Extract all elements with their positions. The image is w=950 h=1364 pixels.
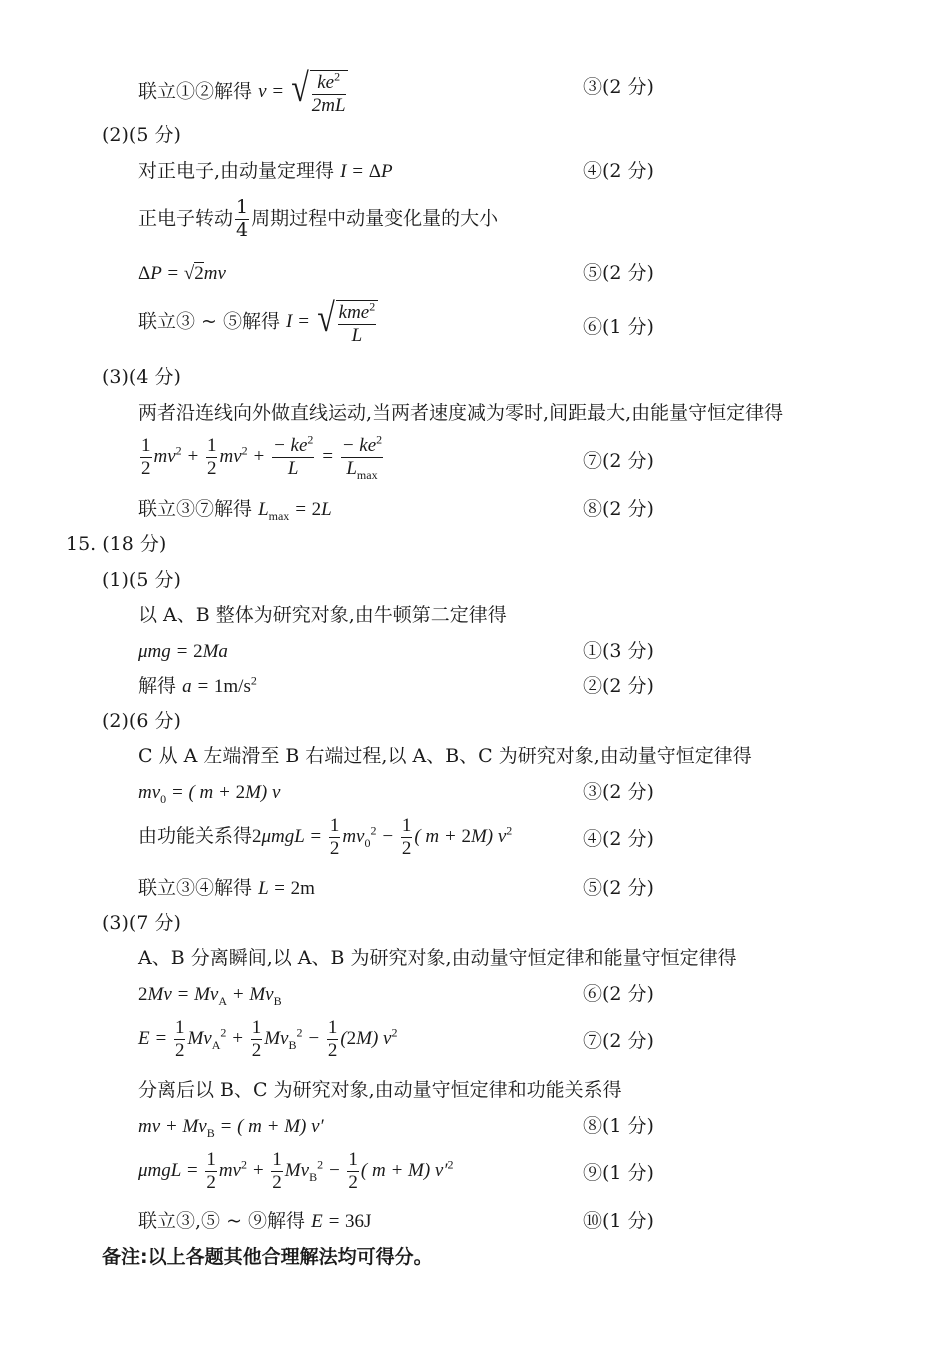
score-a7: ⑦(2 分) bbox=[583, 450, 654, 472]
line-ab-sep-text: A、B 分离瞬间,以 A、B 为研究对象,由动量守恒定律和能量守恒定律得 bbox=[138, 947, 737, 969]
text-rotate-b: 周期过程中动量变化量的大小 bbox=[251, 207, 499, 230]
line-bc-energy bbox=[138, 1150, 454, 1193]
line-delta-p bbox=[138, 264, 226, 283]
formula-bc-momentum: mv + $Mv_B$ = ( m + M) v′ bbox=[138, 1116, 324, 1140]
score-b1: ①(3 分) bbox=[583, 640, 654, 662]
text-work-energy: 由功能关系得 bbox=[138, 824, 253, 847]
formula-e: E = $\frac{1}{2}$ $Mv_A^2$ + $\frac{1}{2}$ $Mv_B^2$ − $\frac{1}{2}$ (2M) $v^2$ bbox=[138, 1017, 398, 1061]
line-combine12 bbox=[138, 65, 348, 116]
part-heading: (3)(7 分) bbox=[102, 912, 181, 934]
footer-note: 备注:以上各题其他合理解法均可得分。 bbox=[102, 1246, 433, 1268]
text-rotate-a: 正电子转动 bbox=[138, 207, 234, 230]
score-a6: ⑥(1 分) bbox=[583, 316, 654, 338]
line-combine-final bbox=[138, 1212, 371, 1231]
score-b3: ③(2 分) bbox=[583, 781, 654, 803]
line-combine34 bbox=[138, 879, 315, 898]
score-b6: ⑥(2 分) bbox=[583, 983, 654, 1005]
text-combine34: 联立③④解得 bbox=[138, 877, 253, 899]
formula-a: $a = 1m/s^2$ bbox=[182, 673, 257, 697]
formula-l: L = 2m bbox=[258, 878, 315, 899]
formula-v: v = √ $\frac{ke^2}{2mL}$ bbox=[258, 65, 346, 116]
line-work-energy bbox=[138, 816, 512, 859]
score-b8: ⑧(1 分) bbox=[583, 1115, 654, 1137]
line-momentum-eq bbox=[138, 782, 281, 806]
formula-energy: $\frac{1}{2}$ $mv^2$ + $\frac{1}{2}$ $mv^2$ + $\frac{- ke^2}{L}$ = $\frac{- ke^2}{L_{max}}$ bbox=[141, 432, 383, 482]
line-ab-momentum bbox=[138, 984, 282, 1008]
formula-e-final: E = 36J bbox=[311, 1211, 372, 1232]
part-heading: (1)(5 分) bbox=[102, 569, 181, 591]
line-combine37 bbox=[138, 498, 332, 523]
line-rotate bbox=[138, 198, 498, 241]
text-combine35: 联立③ ~ ⑤解得 bbox=[138, 310, 280, 333]
score-a5: ⑤(2 分) bbox=[583, 262, 654, 284]
part-heading: (2)(5 分) bbox=[102, 124, 181, 146]
text-mom-theorem: 对正电子,由动量定理得 bbox=[138, 160, 335, 182]
line-bc-text: 分离后以 B、C 为研究对象,由动量守恒定律和功能关系得 bbox=[138, 1079, 622, 1101]
formula-delta-p: ΔP = √2mv bbox=[138, 263, 226, 284]
line-solve-a bbox=[138, 673, 257, 697]
formula-umg: μmg = 2Ma bbox=[138, 641, 228, 662]
text-combine12: 联立①②解得 bbox=[138, 80, 253, 103]
line-mom-theorem bbox=[138, 162, 393, 181]
score-a8: ⑧(2 分) bbox=[583, 498, 654, 520]
line-combine35 bbox=[138, 295, 378, 346]
line-bc-momentum bbox=[138, 1116, 324, 1140]
text-combine37: 联立③⑦解得 bbox=[138, 498, 253, 520]
formula-i: I = √ $\frac{kme^2}{L}$ bbox=[286, 311, 378, 332]
score-b10: ⑩(1 分) bbox=[583, 1210, 654, 1232]
text-solve-a: 解得 bbox=[138, 675, 177, 697]
score-b4: ④(2 分) bbox=[583, 828, 654, 850]
score-b2: ②(2 分) bbox=[583, 675, 654, 697]
part-heading: (3)(4 分) bbox=[102, 366, 181, 388]
text-combine-final: 联立③,⑤ ~ ⑨解得 bbox=[138, 1210, 306, 1232]
formula-ab-momentum: $2Mv = Mv_A + Mv_B$ bbox=[138, 984, 282, 1008]
question-heading: 15. (18 分) bbox=[66, 533, 167, 555]
formula-work-energy: 2μmgL = $\frac{1}{2}$ $mv_0^2$ − $\frac{1}{2}$ ( m + 2M) $v^2$ bbox=[252, 815, 513, 859]
line-energy-eq bbox=[138, 432, 385, 482]
formula-impulse: I = ΔP bbox=[340, 161, 393, 182]
score-b9: ⑨(1 分) bbox=[583, 1162, 654, 1184]
score-b7: ⑦(2 分) bbox=[583, 1030, 654, 1052]
formula-momentum: $mv_0$ = ( m + 2M) v bbox=[138, 782, 281, 806]
line-e-eq bbox=[138, 1018, 397, 1061]
part-heading: (2)(6 分) bbox=[102, 710, 181, 732]
formula-bc-energy: μmgL = $\frac{1}{2}$ $mv^2$ + $\frac{1}{2}$ $Mv_B^2$ − $\frac{1}{2}$ ( m + M) $v'^2$ bbox=[138, 1149, 454, 1193]
formula-lmax: $L_{max} = 2L$ bbox=[258, 499, 332, 523]
line-umg bbox=[138, 642, 228, 661]
line-c-slide-text: C 从 A 左端滑至 B 右端过程,以 A、B、C 为研究对象,由动量守恒定律得 bbox=[138, 745, 752, 767]
line-energy-text: 两者沿连线向外做直线运动,当两者速度减为零时,间距最大,由能量守恒定律得 bbox=[138, 402, 784, 424]
score-a3: ③(2 分) bbox=[583, 76, 654, 98]
score-a4: ④(2 分) bbox=[583, 160, 654, 182]
fraction-quarter: $\frac{1}{4}$ bbox=[236, 196, 249, 241]
line-newton-text: 以 A、B 整体为研究对象,由牛顿第二定律得 bbox=[138, 604, 507, 626]
score-b5: ⑤(2 分) bbox=[583, 877, 654, 899]
